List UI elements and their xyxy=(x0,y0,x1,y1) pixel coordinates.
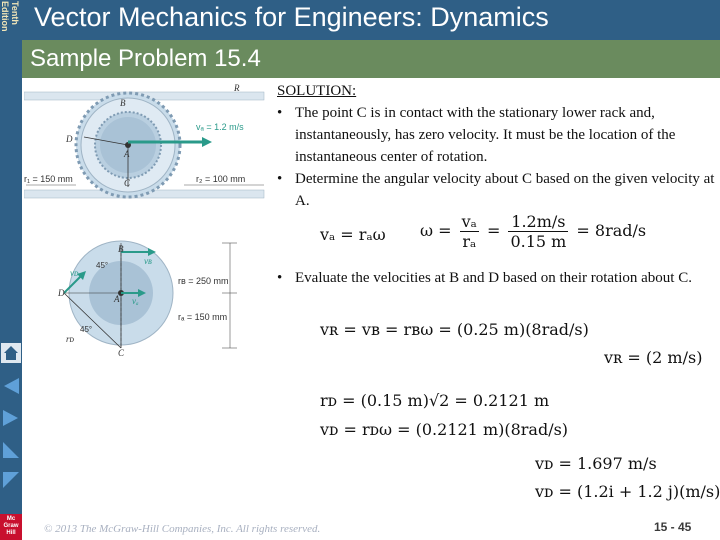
fig2-vB-label: vʙ xyxy=(144,256,152,266)
fig1-r2-label: r₂ = 100 mm xyxy=(196,174,246,184)
fig1-label-B: B xyxy=(120,98,126,108)
solution-text xyxy=(277,80,717,212)
fig1-label-A: A xyxy=(124,149,130,159)
page-title: Vector Mechanics for Engineers: Dynamics xyxy=(34,2,549,32)
fig1-label-C: C xyxy=(124,178,131,188)
eq-vD-magnitude: vᴅ = 1.697 m/s xyxy=(535,454,657,473)
gear-rack-figure xyxy=(24,82,274,202)
subtitle-bar xyxy=(22,40,720,78)
fig1-label-D: D xyxy=(66,134,73,144)
fig2-rA-label: rₐ = 150 mm xyxy=(178,312,228,322)
copyright-notice: © 2013 The McGraw-Hill Companies, Inc. All rights reserved. xyxy=(44,523,321,535)
title-bar xyxy=(22,0,720,40)
edition-line1: Tenth xyxy=(10,1,20,25)
prev-slide-icon[interactable] xyxy=(1,440,21,460)
edition-label xyxy=(0,0,22,44)
edition-line2: Edition xyxy=(0,1,10,32)
fig2-rD-label: rᴅ xyxy=(66,334,75,344)
velocity-figure xyxy=(22,240,272,360)
fig1-velocity-label: vₐ = 1.2 m/s xyxy=(196,122,244,132)
fig2-vD-label: vᴅ xyxy=(70,268,79,278)
bullet-2: • Determine the angular velocity about C based on the given velocity at A. xyxy=(277,171,715,209)
eq-vD: vᴅ = rᴅω = (0.2121 m)(8rad/s) xyxy=(320,420,569,439)
solution-heading: SOLUTION: xyxy=(277,83,357,99)
eq-rD: rᴅ = (0.15 m)√2 = 0.2121 m xyxy=(320,391,550,410)
page-number: 15 - 45 xyxy=(654,520,692,534)
eq-vD-vector: vᴅ = (1.2i + 1.2 j)(m/s) xyxy=(535,482,720,501)
next-slide-icon[interactable] xyxy=(1,408,21,428)
slide-subtitle: Sample Problem 15.4 xyxy=(30,45,261,72)
fig2-angle2: 45° xyxy=(80,325,93,334)
fig1-label-R: R xyxy=(234,83,240,93)
eq-omega: ω = $\frac{\text{vₐ}}{\text{rₐ}}$ = $\frac{1.2m/s}{0.15 m}$ = 8rad/s xyxy=(420,212,647,251)
fig2-label-D: D xyxy=(58,288,65,298)
fig2-label-C: C xyxy=(118,348,125,358)
eq-vR-result: vʀ = (2 m/s) xyxy=(604,348,703,367)
fig2-label-B: B xyxy=(118,244,124,254)
fig2-angle1: 45° xyxy=(96,261,109,270)
fig2-vA-label: vₐ xyxy=(132,296,139,306)
publisher-logo: Mc Graw Hill xyxy=(0,514,22,540)
fig2-rB-label: rʙ = 250 mm xyxy=(178,276,229,286)
last-slide-icon[interactable] xyxy=(1,470,21,490)
fig1-r1-label: r₁ = 150 mm xyxy=(24,174,73,184)
fig2-label-A: A xyxy=(114,294,120,304)
eq-va-relation: vₐ = rₐω xyxy=(320,225,386,244)
bullet-3: • Evaluate the velocities at B and D based on their rotation about C. xyxy=(277,270,692,286)
home-icon[interactable] xyxy=(1,343,21,363)
eq-vR: vʀ = vʙ = rʙω = (0.25 m)(8rad/s) xyxy=(320,320,589,339)
solution-text-2 xyxy=(277,267,717,289)
bullet-1: • The point C is in contact with the stationary lower rack and, instantaneously, has zero velocity. It must be the location of the instantaneous center of rotation. xyxy=(277,105,676,165)
first-slide-icon[interactable] xyxy=(1,376,21,396)
